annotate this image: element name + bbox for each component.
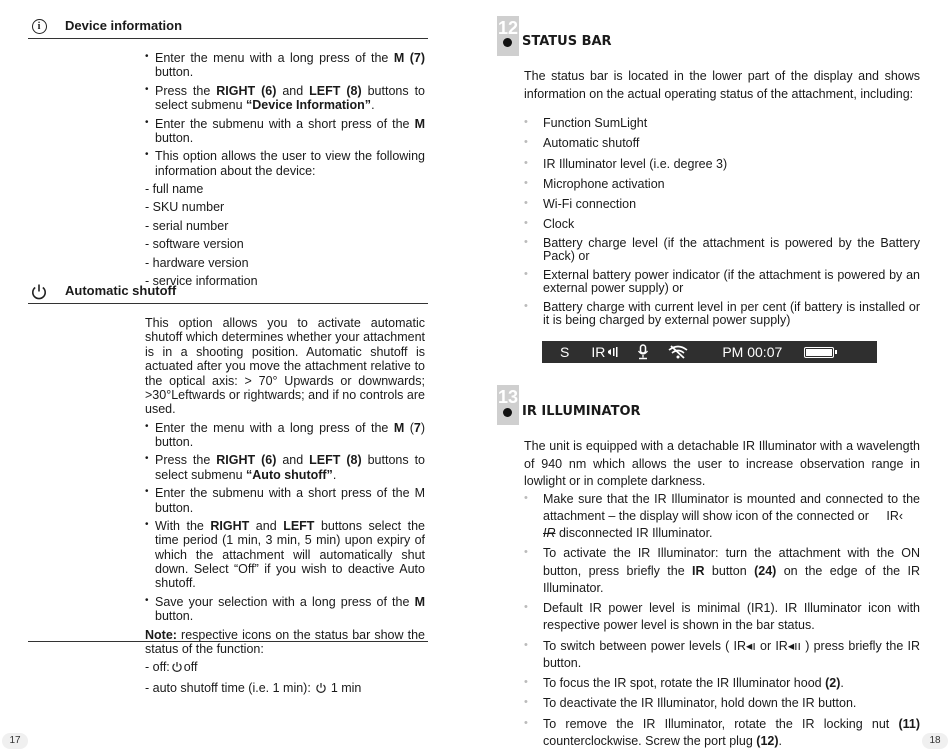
list-item: • Press the RIGHT (6) and LEFT (8) buttons to select submenu “Device Information”.	[145, 84, 425, 113]
list-item: - hardware version	[145, 255, 249, 270]
list-item: • External battery power indicator (if the attachment is powered by an external power supply) or	[524, 269, 920, 295]
ir-level-icon	[606, 346, 618, 358]
bullet-icon	[503, 38, 512, 47]
list-item: • Enter the menu with a long press of the M (7) button.	[145, 51, 425, 80]
intro-paragraph: The unit is equipped with a detachable IR Illuminator with a wavelength of 940 nm which allows the user to increase observation range in lowlight or in complete darkness.	[524, 439, 920, 488]
section-number: 12	[497, 16, 519, 56]
list-item: • To switch between power levels ( IR◂ı or IR◂ıı ) press briefly the IR button.	[524, 638, 920, 673]
list-item: - service information	[145, 273, 258, 288]
list-item: • Press the RIGHT (6) and LEFT (8) buttons to select submenu “Auto shutoff”.	[145, 453, 425, 482]
bullet-icon	[503, 408, 512, 417]
ir-connected-icon: IR‹	[886, 508, 904, 523]
page-number: 18	[922, 733, 948, 749]
list-item: - software version	[145, 237, 244, 252]
sumlight-indicator: S	[560, 343, 570, 360]
intro-paragraph: The status bar is located in the lower part of the display and shows information on the actual operating status of the attachment, including:	[524, 69, 920, 101]
list-item: • Battery charge level (if the attachment is powered by the Battery Pack) or	[524, 237, 920, 263]
list-item: - serial number	[145, 218, 229, 233]
section-title: Automatic shutoff	[65, 283, 177, 299]
ir-disconnected-icon: IR	[543, 526, 556, 540]
intro-paragraph: This option allows you to activate automatic shutoff which determines whether your attachment is in a shooting position. Automatic shutoff is actuated after you move the attachment relative to the optical axis: > 70° Upwards or downwards; >30°Leftwards or rightwards; and if no controls are used.	[145, 316, 425, 417]
power-icon	[315, 682, 327, 694]
automatic-shutoff-header	[28, 280, 428, 304]
power-icon	[171, 661, 183, 673]
divider	[28, 641, 428, 642]
list-item: - SKU number	[145, 200, 225, 215]
section-number: 13	[497, 385, 519, 425]
list-item: • Make sure that the IR Illuminator is mounted and connected to the attachment – the display will show icon of the connected or IR‹ IR disconnected IR Illuminator.	[524, 491, 920, 543]
status-bar-body	[524, 68, 920, 330]
time-status-line: - auto shutoff time (i.e. 1 min): 1 min	[145, 680, 362, 695]
ir-level-2-icon: IR◂ıı	[775, 638, 802, 653]
list-item: • This option allows the user to view the following information about the device:	[145, 149, 425, 178]
list-item: • Microphone activation	[524, 176, 920, 193]
microphone-icon	[636, 344, 650, 360]
list-item: • To focus the IR spot, rotate the IR Illuminator hood (2).	[524, 675, 920, 692]
list-item: • Automatic shutoff	[524, 135, 920, 152]
info-icon: i	[30, 18, 48, 36]
page-number: 17	[2, 733, 28, 749]
status-bar-display	[542, 341, 877, 363]
list-item: • Default IR power level is minimal (IR1). IR Illuminator icon with respective power level is shown in the bar status.	[524, 600, 920, 635]
list-item: • To activate the IR Illuminator: turn the attachment with the ON button, press briefly the IR button (24) on the edge of the IR Illuminator.	[524, 545, 920, 597]
right-page	[475, 0, 950, 753]
battery-icon	[804, 347, 834, 358]
ir-level-indicator: IR	[591, 344, 618, 360]
list-item: - full name	[145, 182, 204, 196]
ir-illuminator-body	[524, 438, 920, 753]
section-title: IR ILLUMINATOR	[522, 404, 641, 419]
status-bar-header	[503, 35, 612, 50]
list-item: • Wi-Fi connection	[524, 196, 920, 213]
list-item: • Clock	[524, 216, 920, 233]
list-item: • Enter the menu with a long press of the M (7) button.	[145, 421, 425, 450]
device-information-body	[145, 51, 425, 292]
list-item: • With the RIGHT and LEFT buttons select the time period (1 min, 3 min, 5 min) upon expiry of which the attachment will automatically shut down. Select “Off” if you wish to deactive Auto shutoff.	[145, 519, 425, 591]
device-information-header	[28, 15, 428, 39]
list-item: • Enter the submenu with a short press of the M button.	[145, 117, 425, 146]
list-item: • To remove the IR Illuminator, rotate the IR locking nut (11) counterclockwise. Screw the port plug (12).	[524, 716, 920, 751]
clock-display: PM 00:07	[722, 343, 783, 360]
list-item: • To deactivate the IR Illuminator, hold down the IR button.	[524, 695, 920, 712]
list-item: • Function SumLight	[524, 115, 920, 132]
section-title: STATUS BAR	[522, 34, 612, 49]
power-icon	[30, 283, 48, 301]
note: Note: respective icons on the status bar show the status of the function:	[145, 627, 425, 656]
section-title: Device information	[65, 18, 183, 34]
wifi-off-icon	[668, 345, 688, 359]
ir-illuminator-header	[503, 405, 641, 420]
list-item: • Enter the submenu with a short press of the M button.	[145, 486, 425, 515]
ir-level-1-icon: IR◂ı	[733, 638, 756, 653]
list-item: • IR Illuminator level (i.e. degree 3)	[524, 156, 920, 173]
off-status-line: - off: off	[145, 660, 198, 675]
list-item: • Save your selection with a long press of the M button.	[145, 595, 425, 624]
list-item: • Battery charge with current level in per cent (if battery is installed or it is being charged by external power supply)	[524, 301, 920, 327]
